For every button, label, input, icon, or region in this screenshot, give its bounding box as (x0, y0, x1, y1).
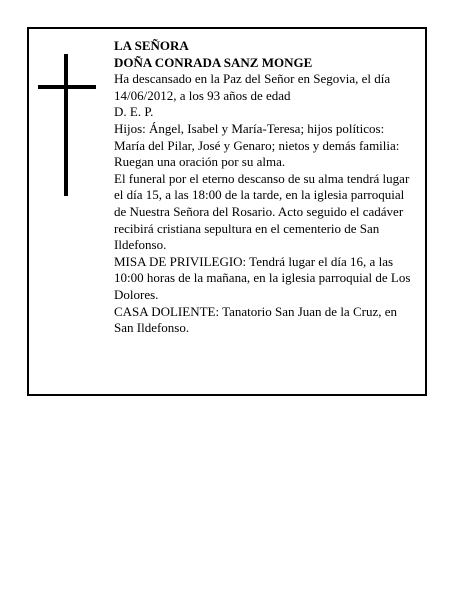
family-members: Hijos: Ángel, Isabel y María-Teresa; hijos políticos: María del Pilar, José y Genaro; nietos y demás familia: (114, 120, 400, 153)
notice-title: LA SEÑORA (114, 38, 189, 53)
notice-body (114, 38, 418, 337)
death-announcement: Ha descansado en la Paz del Señor en Segovia, el día 14/06/2012, a los 93 años de edad (114, 71, 391, 103)
privilege-mass-details: MISA DE PRIVILEGIO: Tendrá lugar el día 16, a las 10:00 horas de la mañana, en la iglesia parroquial de Los Dolores. (114, 253, 411, 302)
cross-vertical-bar (64, 54, 68, 196)
rip-abbreviation: D. E. P. (114, 104, 154, 120)
mourning-house-details: CASA DOLIENTE: Tanatorio San Juan de la Cruz, en San Ildefonso. (114, 303, 397, 336)
cross-horizontal-bar (38, 85, 96, 89)
deceased-name: DOÑA CONRADA SANZ MONGE (114, 54, 313, 70)
funeral-details: El funeral por el eterno descanso de su alma tendrá lugar el día 15, a las 18:00 de la tarde, en la iglesia parroquial de Nuestra Señora del Rosario. Acto seguido el cadáver recibirá cristiana sepultura en el cementerio de San Ildefonso. (114, 170, 410, 253)
prayer-request: Ruegan una oración por su alma. (114, 154, 286, 170)
